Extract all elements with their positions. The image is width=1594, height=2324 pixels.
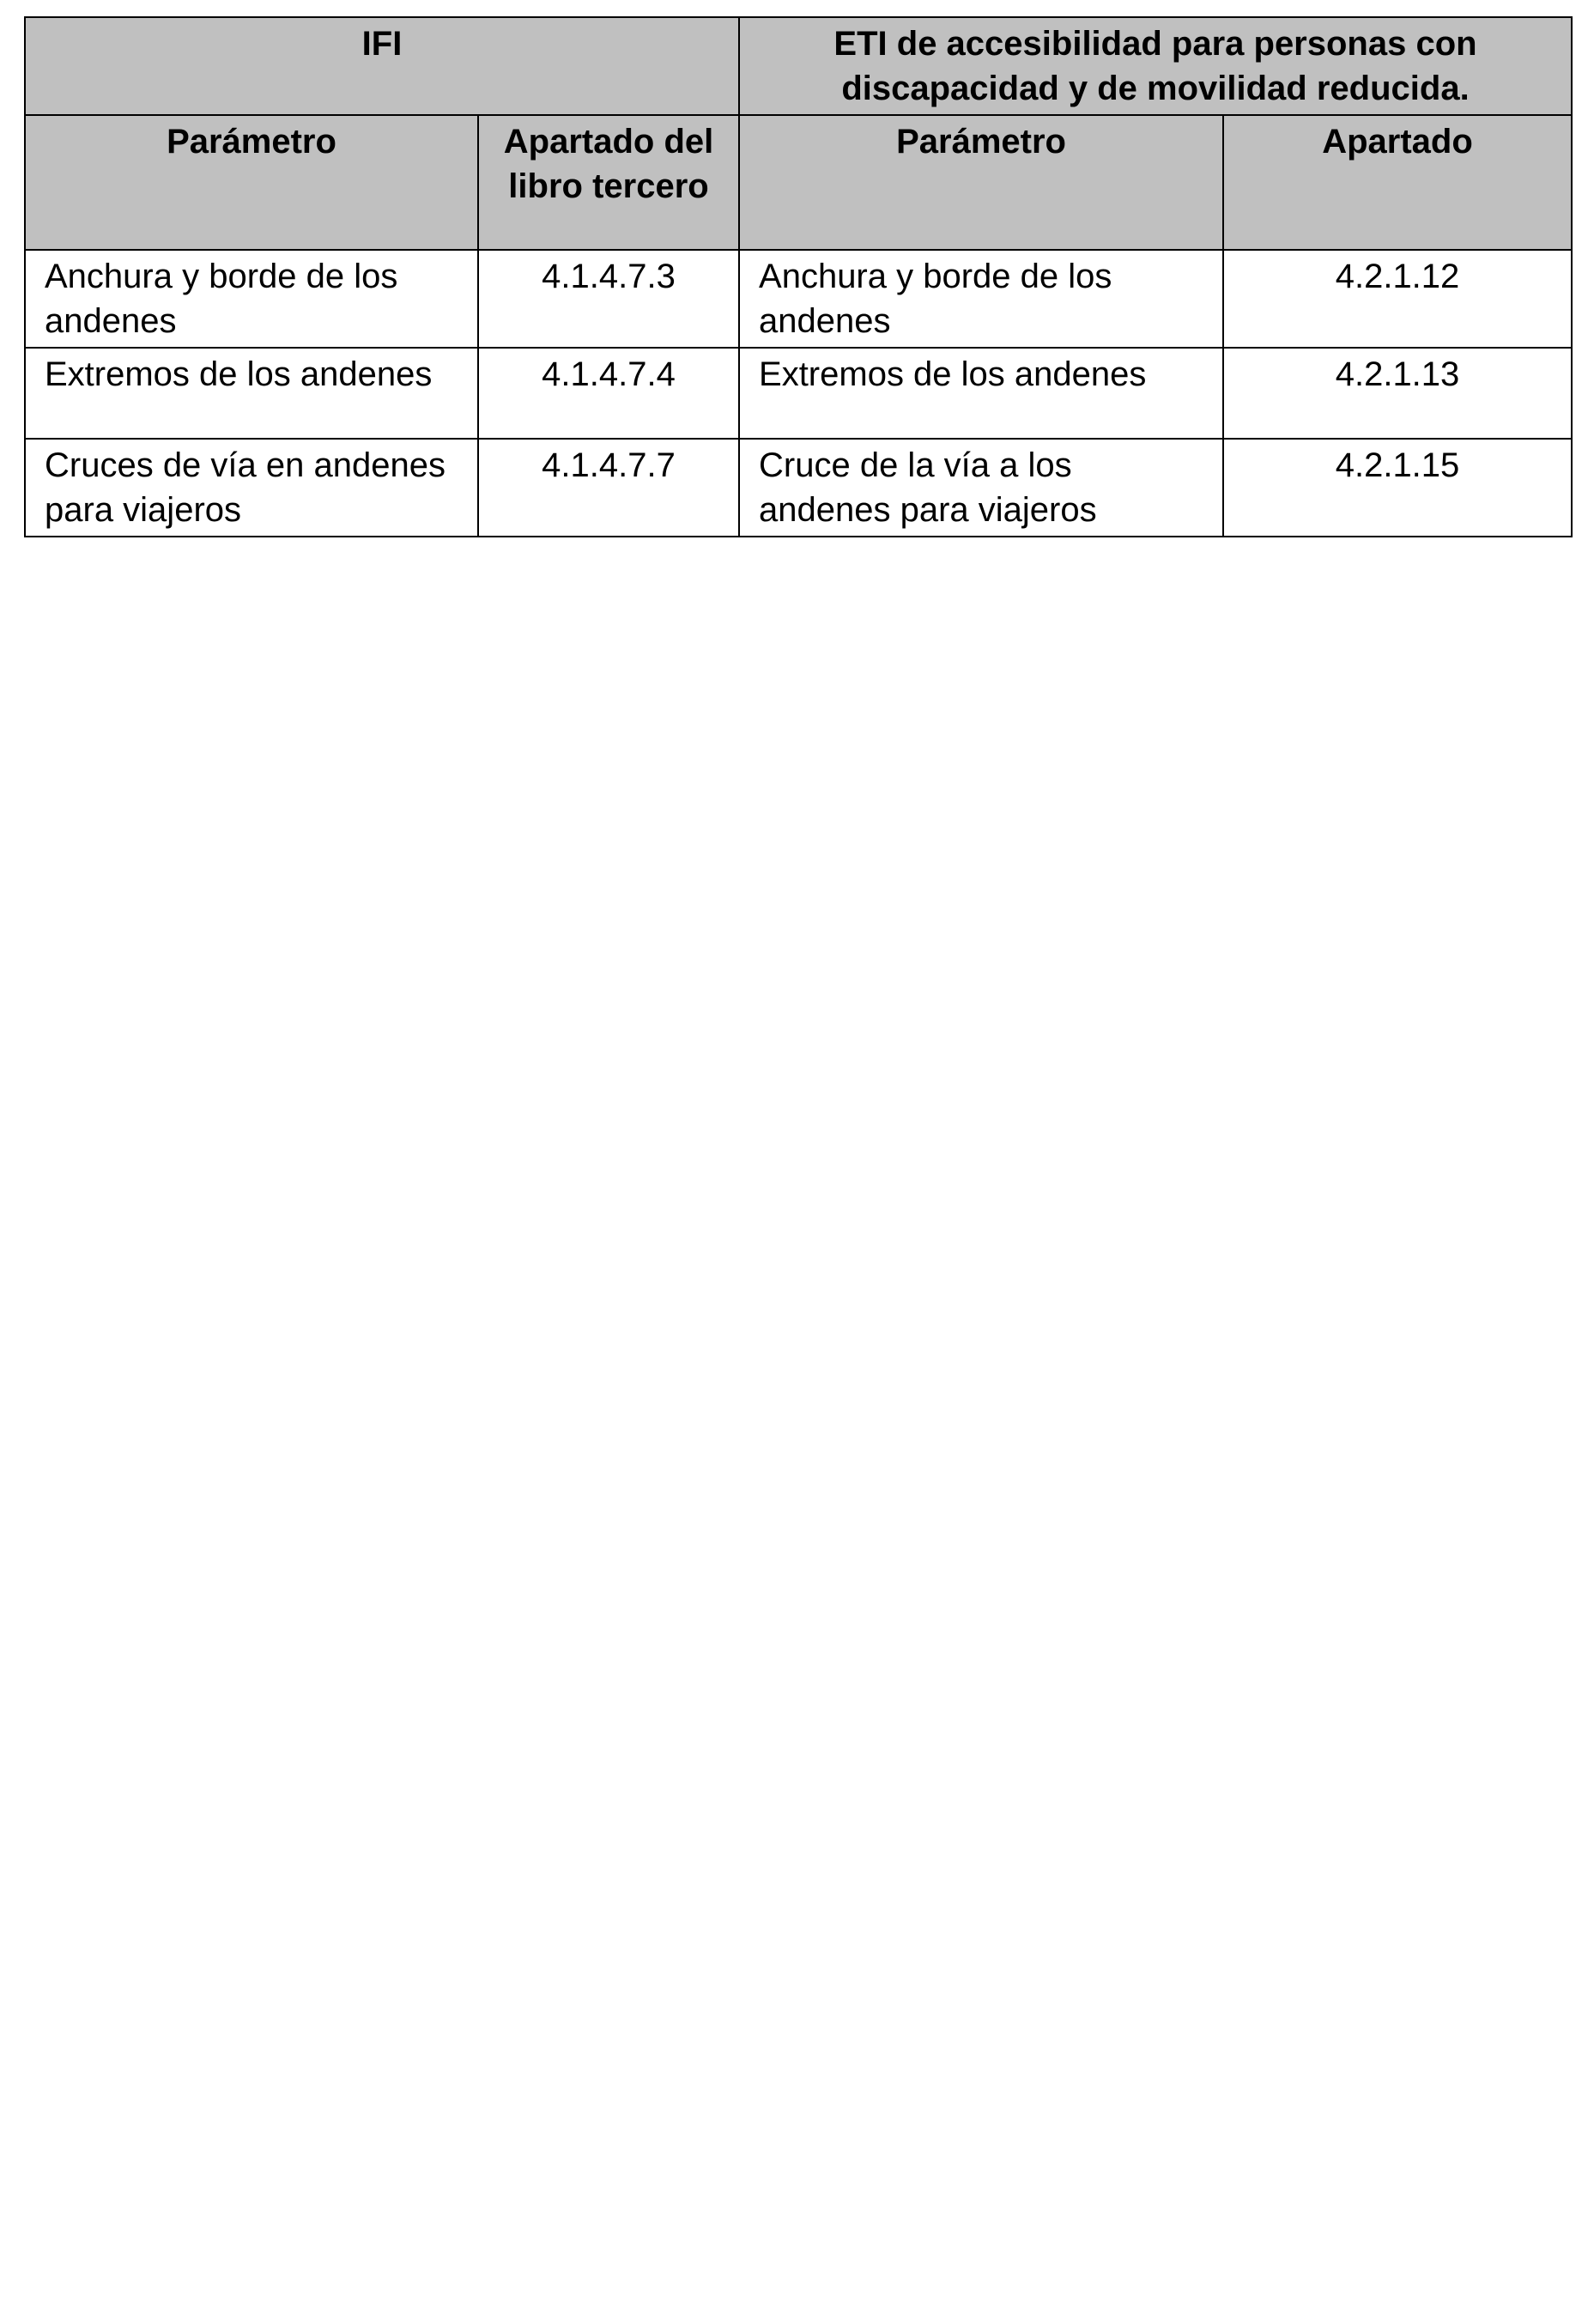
ifi-parametro-cell: Extremos de los andenes (25, 348, 478, 439)
eti-parametro-cell: Anchura y borde de los andenes (739, 250, 1223, 348)
table-row (25, 439, 1572, 537)
ifi-parametro-cell: Cruces de vía en andenes para viajeros (25, 439, 478, 537)
eti-apartado-header: Apartado (1223, 115, 1572, 250)
eti-parametro-cell: Cruce de la vía a los andenes para viajeros (739, 439, 1223, 537)
eti-apartado-cell: 4.2.1.13 (1223, 348, 1572, 439)
ifi-parametro-header: Parámetro (25, 115, 478, 250)
eti-apartado-cell: 4.2.1.12 (1223, 250, 1572, 348)
eti-parametro-cell: Extremos de los andenes (739, 348, 1223, 439)
table-row (25, 348, 1572, 439)
eti-apartado-cell: 4.2.1.15 (1223, 439, 1572, 537)
ifi-group-header: IFI (25, 17, 739, 115)
ifi-apartado-cell: 4.1.4.7.3 (478, 250, 739, 348)
correspondence-table (24, 16, 1573, 537)
group-header-row (25, 17, 1572, 115)
ifi-apartado-cell: 4.1.4.7.4 (478, 348, 739, 439)
ifi-apartado-header: Apartado del libro tercero (478, 115, 739, 250)
table-row (25, 250, 1572, 348)
eti-parametro-header: Parámetro (739, 115, 1223, 250)
ifi-apartado-cell: 4.1.4.7.7 (478, 439, 739, 537)
sub-header-row (25, 115, 1572, 250)
ifi-parametro-cell: Anchura y borde de los andenes (25, 250, 478, 348)
eti-group-header: ETI de accesibilidad para personas con discapacidad y de movilidad reducida. (739, 17, 1572, 115)
